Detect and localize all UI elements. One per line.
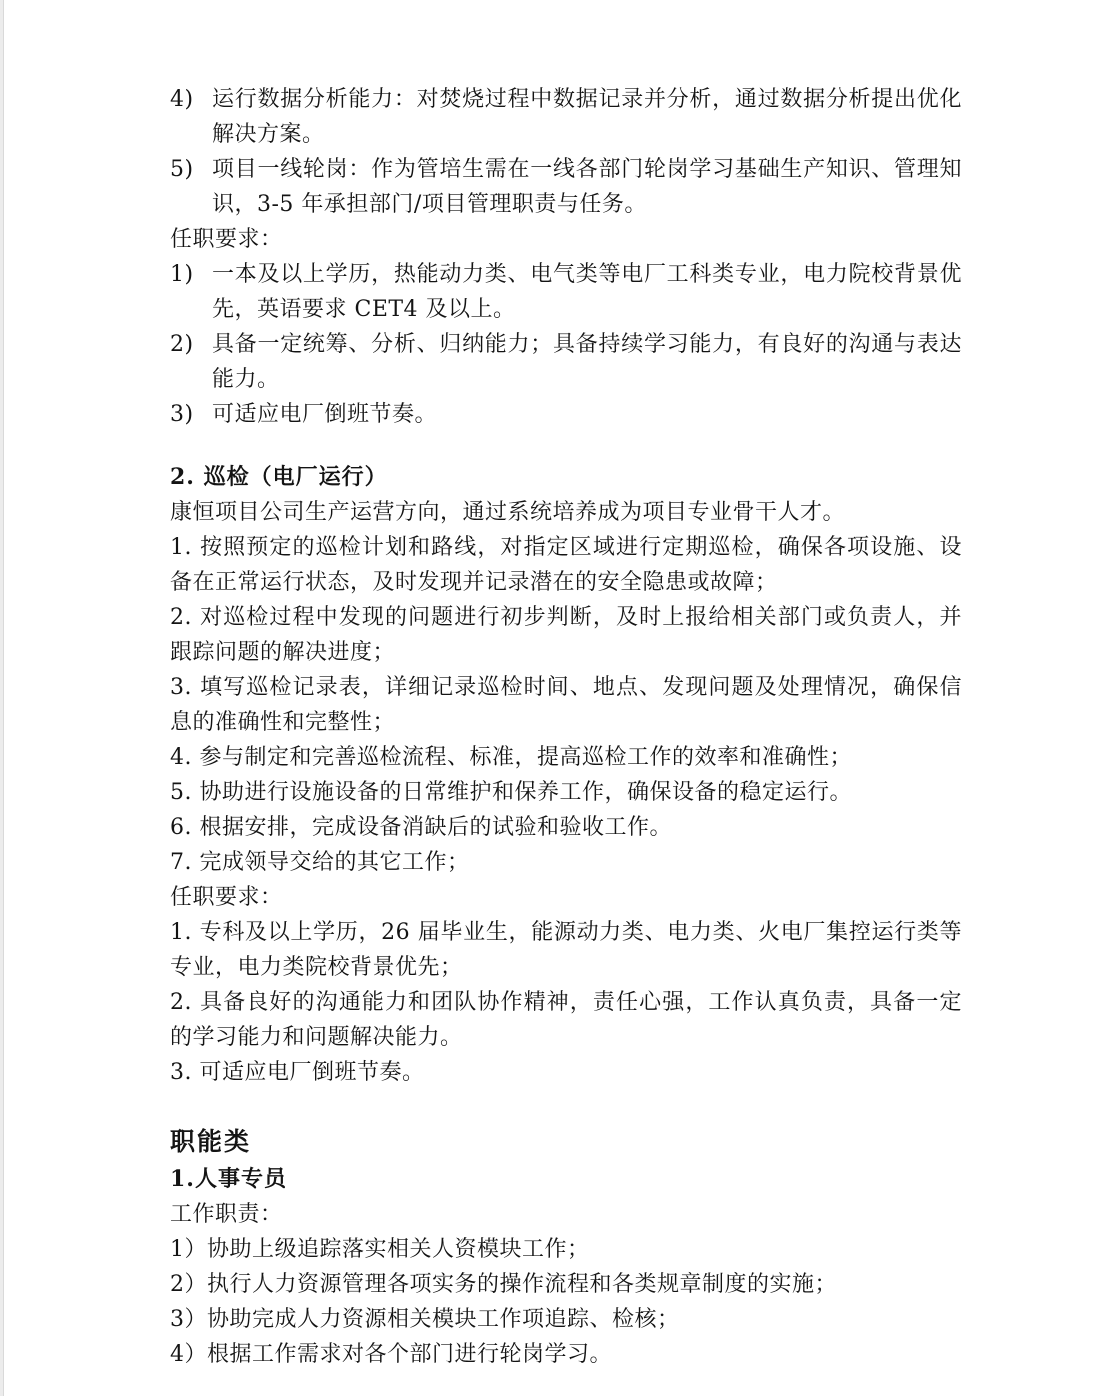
list-item-marker: 4) (170, 87, 194, 112)
section-heading: 2. 巡检（电厂运行） (170, 464, 388, 490)
list-item (170, 257, 962, 327)
paragraph: 2）执行人力资源管理各项实务的操作流程和各类规章制度的实施； (170, 1272, 837, 1297)
paragraph: 康恒项目公司生产运营方向，通过系统培养成为项目专业骨干人才。 (170, 500, 846, 525)
category-heading: 职能类 (170, 1127, 252, 1156)
list-item (170, 327, 962, 397)
paragraph: 2. 具备良好的沟通能力和团队协作精神，责任心强，工作认真负责，具备一定的学习能力和问题解决能力。 (170, 990, 962, 1050)
paragraph: 3. 可适应电厂倒班节奏。 (170, 1060, 425, 1085)
paragraph: 3）协助完成人力资源相关模块工作项追踪、检核； (170, 1307, 680, 1332)
list-item-text: 运行数据分析能力：对焚烧过程中数据记录并分析，通过数据分析提出优化解决方案。 (212, 87, 962, 147)
paragraph: 6. 根据安排，完成设备消缺后的试验和验收工作。 (170, 815, 672, 840)
list-item (170, 397, 962, 432)
list-item (170, 152, 962, 222)
document-content (170, 82, 962, 1372)
paragraph: 1）协助上级追踪落实相关人资模块工作； (170, 1237, 590, 1262)
job-title-heading: 1.人事专员 (170, 1166, 287, 1192)
list-item-marker: 5) (170, 157, 194, 182)
paragraph: 5. 协助进行设施设备的日常维护和保养工作，确保设备的稳定运行。 (170, 780, 852, 805)
list-item-text: 项目一线轮岗：作为管培生需在一线各部门轮岗学习基础生产知识、管理知识，3-5 年承担部门/项目管理职责与任务。 (212, 157, 962, 217)
paragraph: 2. 对巡检过程中发现的问题进行初步判断，及时上报给相关部门或负责人，并跟踪问题的解决进度； (170, 605, 962, 665)
list-item (170, 82, 962, 152)
page-left-edge (0, 0, 4, 1396)
paragraph: 4. 参与制定和完善巡检流程、标准，提高巡检工作的效率和准确性； (170, 745, 852, 770)
paragraph: 3. 填写巡检记录表，详细记录巡检时间、地点、发现问题及处理情况，确保信息的准确性和完整性； (170, 675, 962, 735)
list-item-marker: 2) (170, 332, 194, 357)
paragraph: 1. 专科及以上学历，26 届毕业生，能源动力类、电力类、火电厂集控运行类等专业，电力类院校背景优先； (170, 920, 962, 980)
list-item-text: 可适应电厂倒班节奏。 (212, 402, 438, 427)
list-item-marker: 3) (170, 402, 194, 427)
paragraph: 4）根据工作需求对各个部门进行轮岗学习。 (170, 1342, 612, 1367)
paragraph: 1. 按照预定的巡检计划和路线，对指定区域进行定期巡检，确保各项设施、设备在正常运行状态，及时发现并记录潜在的安全隐患或故障； (170, 535, 962, 595)
paragraph: 7. 完成领导交给的其它工作； (170, 850, 470, 875)
paragraph: 工作职责： (170, 1202, 283, 1227)
paragraph: 任职要求： (170, 227, 283, 252)
list-item-marker: 1) (170, 262, 194, 287)
paragraph: 任职要求： (170, 885, 283, 910)
list-item-text: 具备一定统筹、分析、归纳能力；具备持续学习能力，有良好的沟通与表达能力。 (212, 332, 962, 392)
list-item-text: 一本及以上学历，热能动力类、电气类等电厂工科类专业，电力院校背景优先，英语要求 CET4 及以上。 (212, 262, 962, 322)
